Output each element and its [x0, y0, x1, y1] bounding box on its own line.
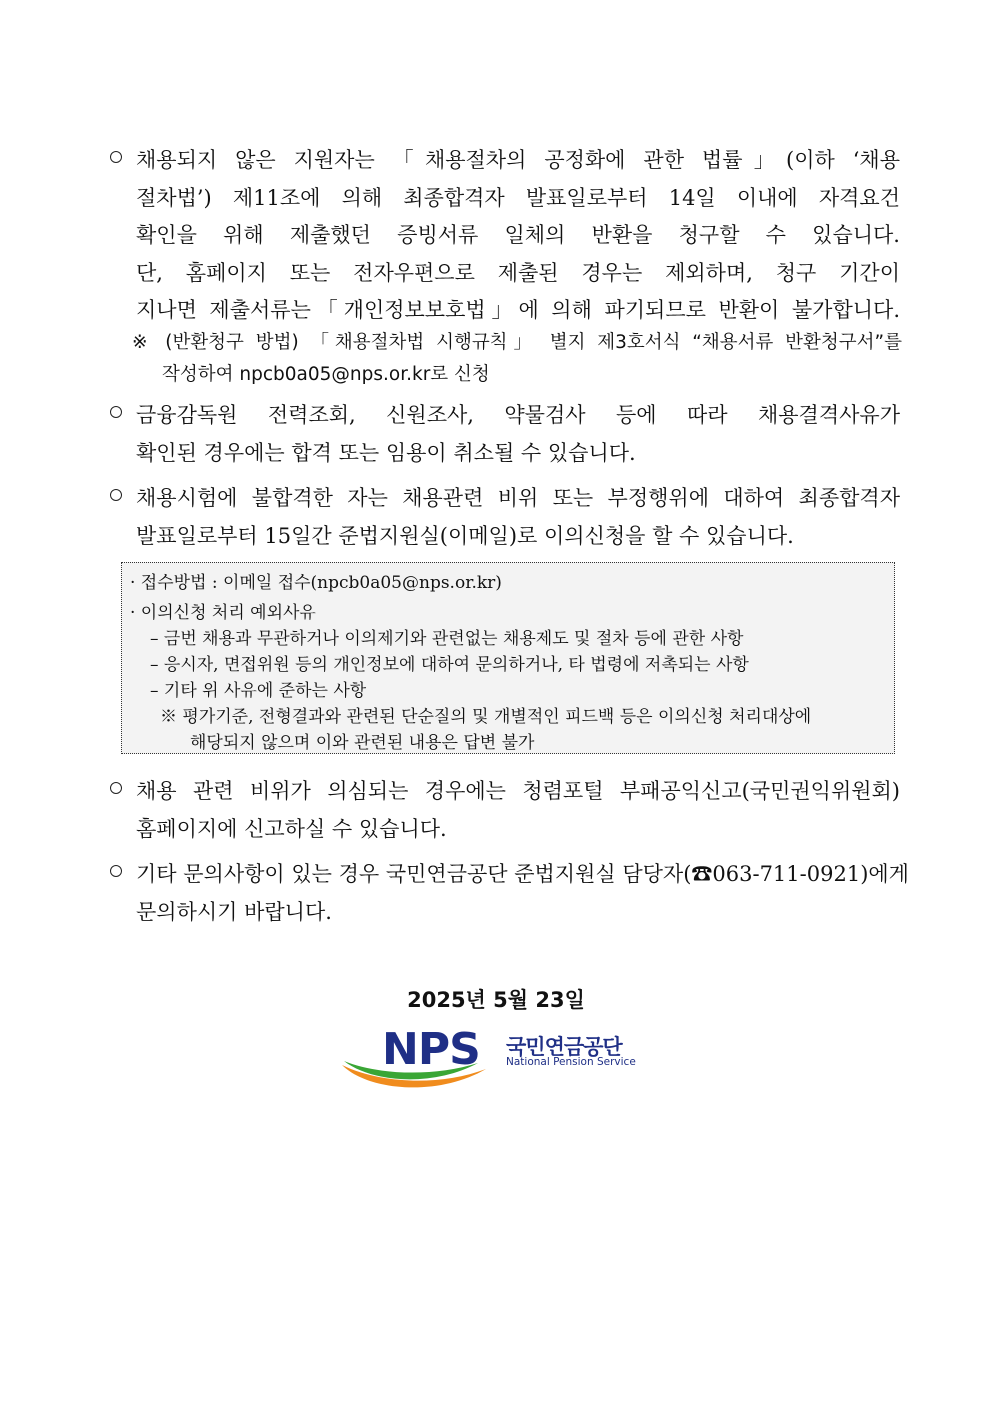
logo-mark: NPS: [382, 1024, 480, 1075]
note-line: 작성하여 npcb0a05@nps.or.kr로 신청: [162, 364, 490, 385]
box-line-item: – 금번 채용과 무관하거나 이의제기와 관련없는 채용제도 및 절차 등에 관한 사항: [150, 629, 744, 649]
paragraph-line: 채용되지 않은 지원자는 「채용절차의 공정화에 관한 법률」(이하 ‘채용: [136, 148, 900, 172]
paragraph-line: 문의하시기 바랍니다.: [136, 899, 332, 924]
paragraph-line: 기타 문의사항이 있는 경우 국민연금공단 준법지원실 담당자(☎063-711-0921)에게: [136, 862, 909, 886]
paragraph-disqualification: [110, 397, 900, 472]
paragraph-corruption-report: [110, 773, 900, 848]
box-line-item: – 기타 위 사유에 준하는 사항: [150, 681, 367, 701]
circle-bullet-icon: [110, 489, 122, 501]
objection-info-box: [121, 562, 895, 754]
nps-logo: [338, 1024, 658, 1093]
paragraph-line: 확인을 위해 제출했던 증빙서류 일체의 반환을 청구할 수 있습니다.: [136, 223, 900, 247]
box-line-method: · 접수방법 : 이메일 접수(npcb0a05@nps.or.kr): [130, 573, 502, 593]
note-line: ※ (반환청구 방법) 「채용절차법 시행규칙」 별지 제3호서식 “채용서류 반환청구서”를: [132, 332, 902, 353]
paragraph-line: 단, 홈페이지 또는 전자우편으로 제출된 경우는 제외하며, 청구 기간이: [136, 260, 900, 285]
paragraph-line: 채용시험에 불합격한 자는 채용관련 비위 또는 부정행위에 대하여 최종합격자: [136, 486, 900, 510]
paragraph-line: 절차법’) 제11조에 의해 최종합격자 발표일로부터 14일 이내에 자격요건: [136, 185, 900, 210]
paragraph-line: 채용 관련 비위가 의심되는 경우에는 청렴포털 부패공익신고(국민권익위원회): [136, 779, 900, 803]
paragraph-line: 지나면 제출서류는「개인정보보호법」에 의해 파기되므로 반환이 불가합니다.: [136, 298, 900, 322]
paragraph-line: 홈페이지에 신고하실 수 있습니다.: [136, 816, 447, 841]
paragraph-objection: [110, 480, 900, 555]
paragraph-document-return: [110, 142, 900, 330]
logo-english-name: National Pension Service: [506, 1056, 636, 1068]
circle-bullet-icon: [110, 151, 122, 163]
paragraph-line: 금융감독원 전력조회, 신원조사, 약물검사 등에 따라 채용결격사유가: [136, 403, 900, 427]
box-line-note: ※ 평가기준, 전형결과와 관련된 단순질의 및 개별적인 피드백 등은 이의신청 처리대상에: [160, 707, 812, 727]
announcement-date: 2025년 5월 23일: [407, 988, 585, 1012]
box-line-item: – 응시자, 면접위원 등의 개인정보에 대하여 문의하거나, 타 법령에 저촉되는 사항: [150, 655, 749, 675]
paragraph-line: 발표일로부터 15일간 준법지원실(이메일)로 이의신청을 할 수 있습니다.: [136, 523, 794, 548]
paragraph-line: 확인된 경우에는 합격 또는 임용이 취소될 수 있습니다.: [136, 440, 636, 465]
circle-bullet-icon: [110, 865, 122, 877]
circle-bullet-icon: [110, 406, 122, 418]
return-method-note: [132, 327, 902, 391]
box-line-note: 해당되지 않으며 이와 관련된 내용은 답변 불가: [190, 733, 535, 753]
paragraph-contact: [110, 856, 909, 931]
logo-korean-name: 국민연금공단: [506, 1035, 622, 1059]
box-line-exceptions: · 이의신청 처리 예외사유: [130, 603, 316, 623]
circle-bullet-icon: [110, 782, 122, 794]
